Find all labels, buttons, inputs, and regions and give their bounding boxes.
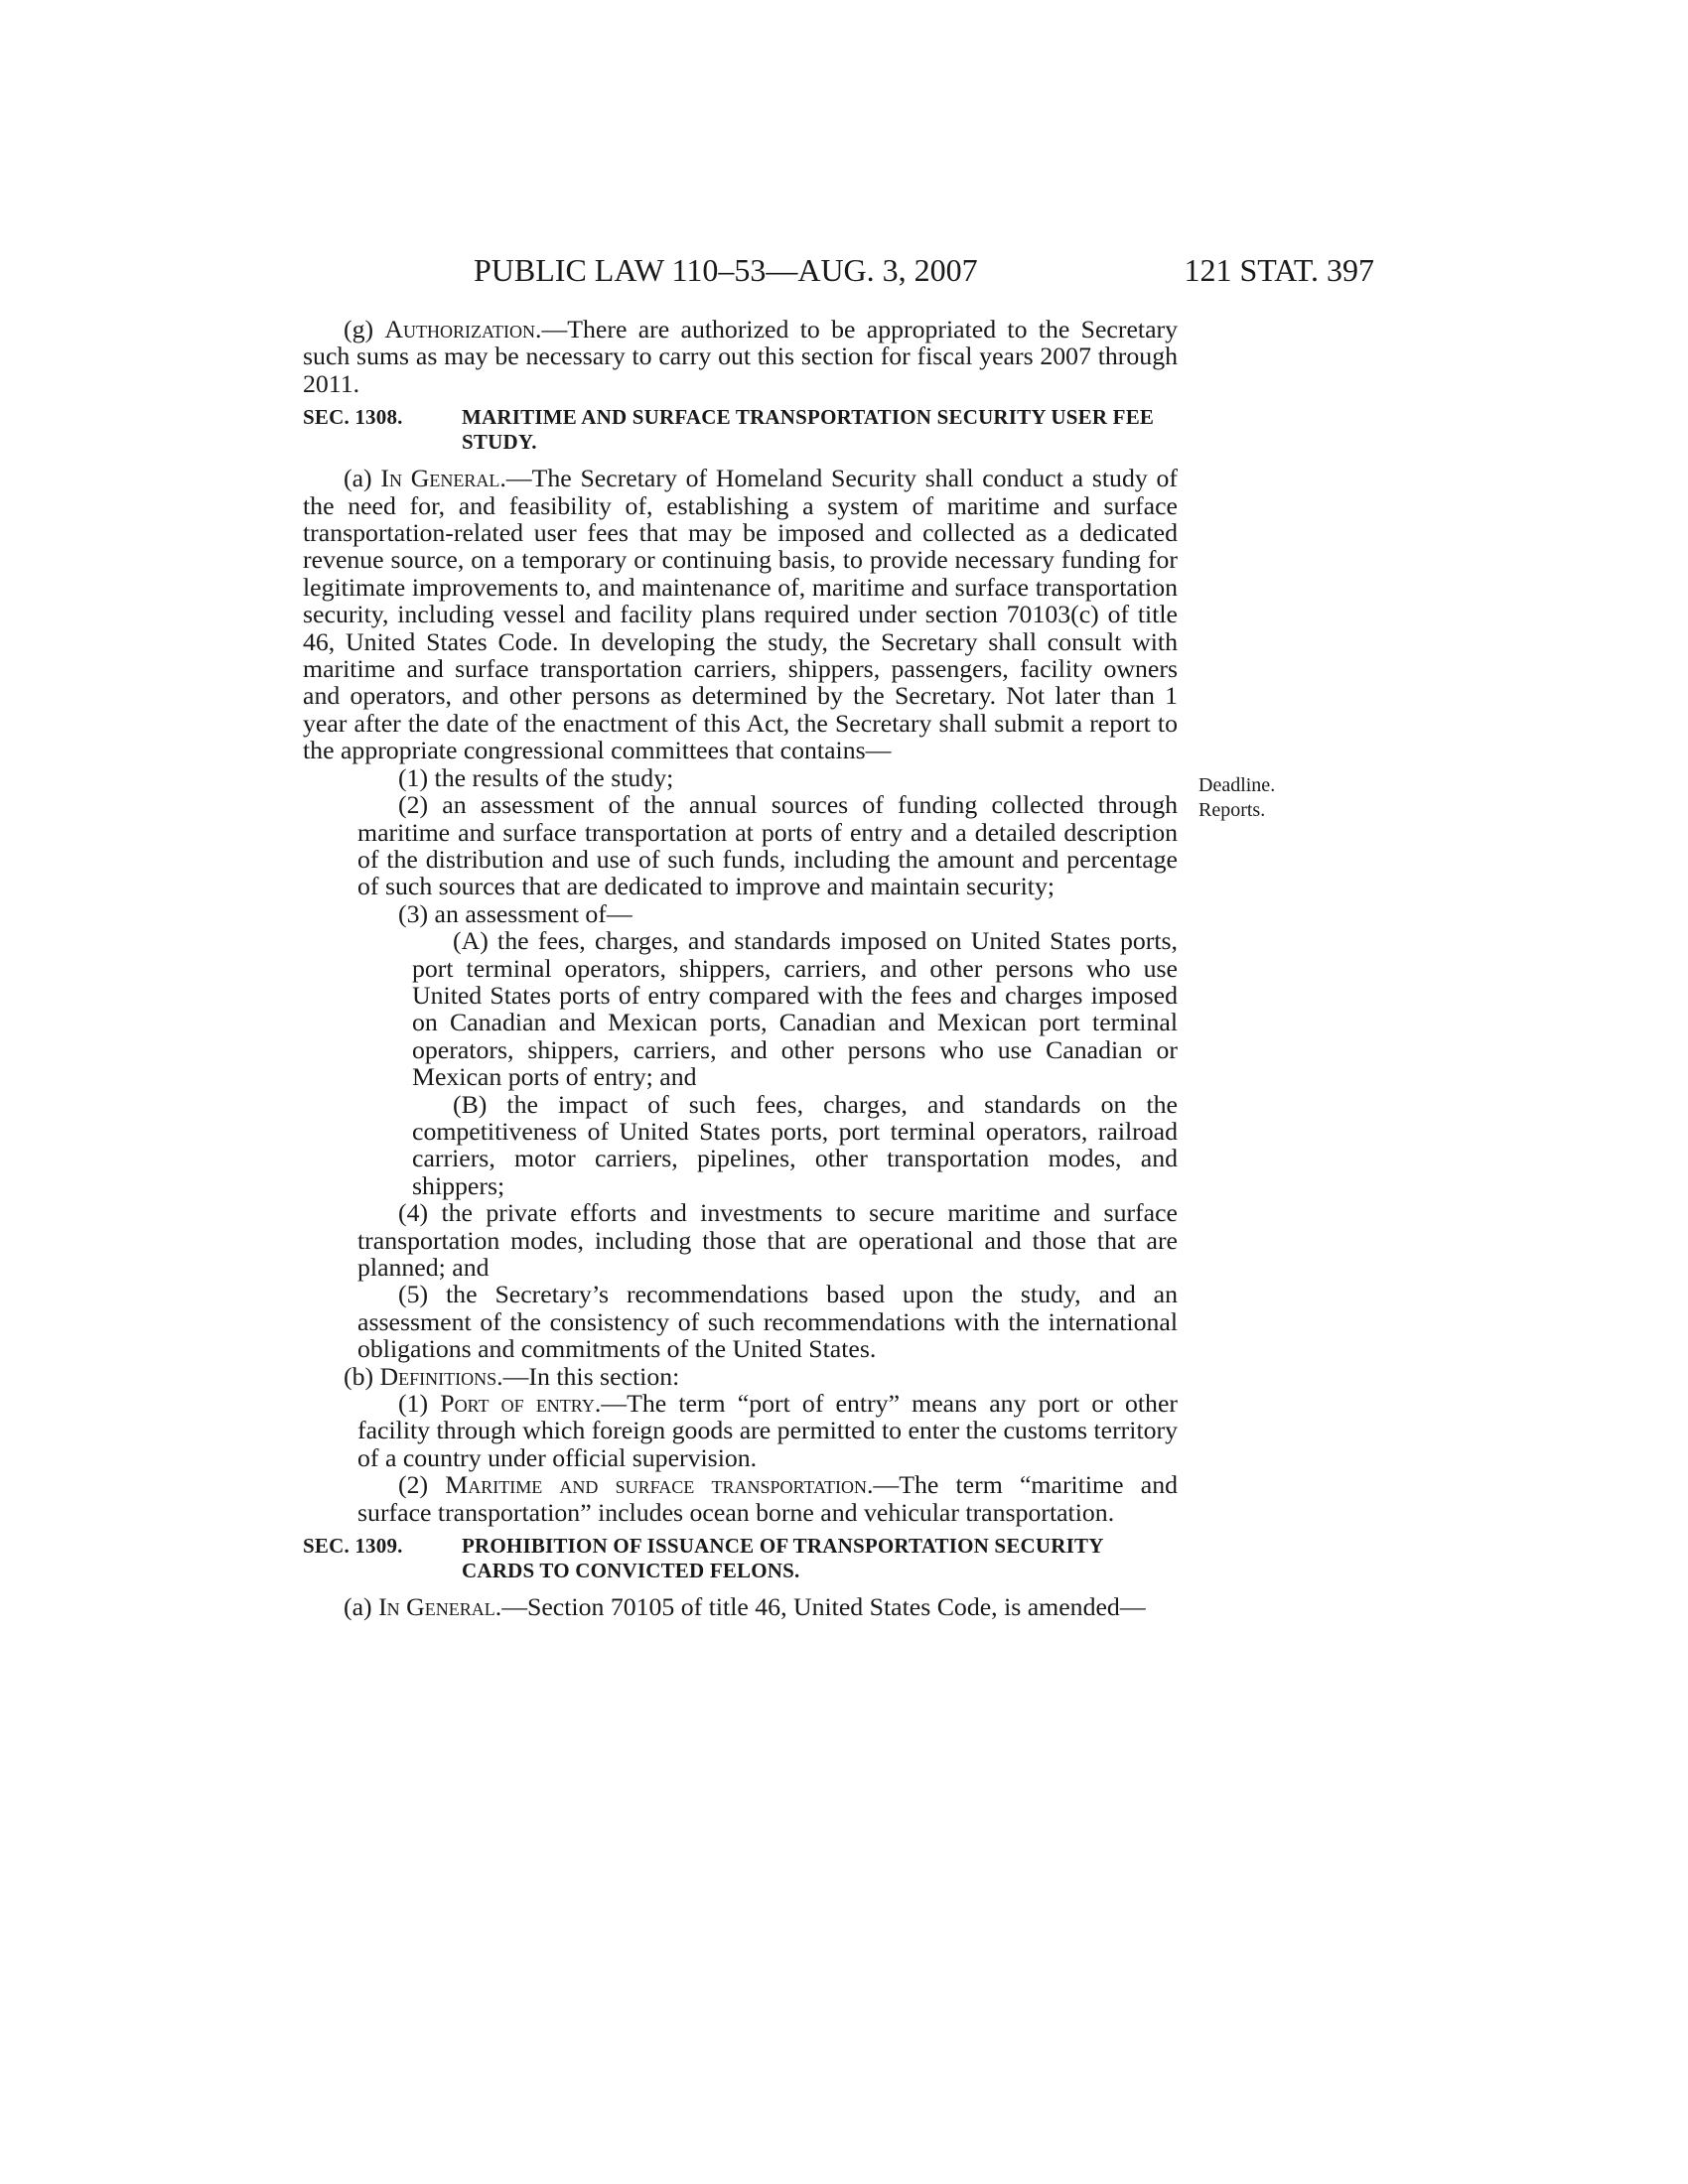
paragraph-text: .—The term “port of entry” means any port or other facility through which foreign goods are permitted to enter the customs territory of a country under official supervision.	[357, 1389, 1178, 1472]
paragraph-text: .—In this section:	[496, 1361, 680, 1391]
paragraph-text: (2) an assessment of the annual sources of funding collected through maritime and surface transportation at ports of entry and a detailed description of the distribution and use of such funds, including the amount and percentage of such sources that are dedicated to improve and maintain security;	[357, 790, 1178, 901]
body-paragraph	[412, 1091, 1178, 1200]
paragraph-heading: Authorization	[384, 315, 536, 343]
paragraph-text: (B) the impact of such fees, charges, and standards on the competitiveness of United States ports, port terminal operators, railroad carriers, motor carriers, pipelines, other transportation modes, and shippers;	[412, 1089, 1178, 1200]
section-number: SEC. 1309.	[303, 1534, 403, 1559]
paragraph-heading: Maritime and surface transportation	[445, 1470, 867, 1500]
body-paragraph	[303, 1593, 1178, 1620]
body-paragraph	[303, 1363, 1178, 1390]
paragraph-text: (5) the Secretary’s recommendations based upon the study, and an assessment of the consistency of such recommendations with the international obligations and commitments of the United States.	[357, 1280, 1178, 1364]
paragraph-designator: (a)	[344, 1592, 379, 1622]
margin-note-reports: Reports.	[1198, 799, 1266, 821]
running-head-title: PUBLIC LAW 110–53—AUG. 3, 2007	[474, 252, 978, 288]
body-paragraph	[357, 1471, 1178, 1526]
section-heading	[303, 1534, 1178, 1583]
margin-note-deadline: Deadline.	[1198, 774, 1276, 796]
section-title: MARITIME AND SURFACE TRANSPORTATION SECURITY USER FEE STUDY.	[462, 405, 1155, 455]
paragraph-designator: (1)	[398, 1389, 441, 1419]
paragraph-heading: In General	[378, 1592, 495, 1622]
paragraph-text: .—There are authorized to be appropriated to the Secretary such sums as may be necessary to carry out this section for fiscal years 2007 through 2011.	[303, 315, 1179, 398]
section-number: SEC. 1308.	[303, 405, 403, 430]
paragraph-text: .—Section 70105 of title 46, United States Code, is amended—	[494, 1592, 1146, 1622]
body-paragraph	[412, 927, 1178, 1090]
running-head	[0, 252, 1688, 292]
paragraph-heading: Port of entry	[440, 1389, 595, 1419]
statute-body	[303, 316, 1178, 1620]
paragraph-designator: (b)	[344, 1361, 380, 1391]
paragraph-text: (3) an assessment of—	[398, 898, 633, 928]
paragraph-heading: In General	[380, 464, 500, 493]
body-paragraph	[357, 1390, 1178, 1471]
paragraph-text: .—The Secretary of Homeland Security shall conduct a study of the need for, and feasibility of, establishing a system of maritime and surface transportation-related user fees that may be imposed and collected as a dedicated revenue source, on a temporary or continuing basis, to provide necessary funding for legitimate improvements to, and maintenance of, maritime and surface transportation security, including vessel and facility plans required under section 70103(c) of title 46, United States Code. In developing the study, the Secretary shall consult with maritime and surface transportation carriers, shippers, passengers, facility owners and operators, and other persons as determined by the Secretary. Not later than 1 year after the date of the enactment of this Act, the Secretary shall submit a report to the appropriate congressional committees that contains—	[303, 464, 1178, 765]
section-heading	[303, 405, 1178, 455]
paragraph-heading: Definitions	[379, 1361, 497, 1391]
body-paragraph	[303, 465, 1178, 763]
body-paragraph	[357, 791, 1178, 900]
body-paragraph	[357, 1281, 1178, 1362]
body-paragraph	[357, 764, 1178, 791]
paragraph-text: .—The term “maritime and surface transportation” includes ocean borne and vehicular transportation.	[357, 1470, 1178, 1527]
body-paragraph	[357, 1199, 1178, 1281]
paragraph-designator: (g)	[344, 315, 385, 343]
paragraph-text: (A) the fees, charges, and standards imposed on United States ports, port terminal operators, shippers, carriers, and other persons who use United States ports of entry compared with the fees and charges imposed on Canadian and Mexican ports, Canadian and Mexican port terminal operators, shippers, carriers, and other persons who use Canadian or Mexican ports of entry; and	[412, 926, 1178, 1092]
body-paragraph	[303, 316, 1178, 397]
body-paragraph	[357, 900, 1178, 927]
margin-note	[1198, 773, 1318, 823]
paragraph-designator: (a)	[344, 464, 381, 493]
running-head-page-number: 121 STAT. 397	[1184, 252, 1374, 288]
section-title: PROHIBITION OF ISSUANCE OF TRANSPORTATION SECURITY CARDS TO CONVICTED FELONS.	[462, 1534, 1103, 1583]
paragraph-designator: (2)	[398, 1470, 446, 1500]
paragraph-text: (1) the results of the study;	[398, 762, 674, 792]
paragraph-text: (4) the private efforts and investments to secure maritime and surface transportation modes, including those that are operational and those that are planned; and	[357, 1198, 1178, 1282]
